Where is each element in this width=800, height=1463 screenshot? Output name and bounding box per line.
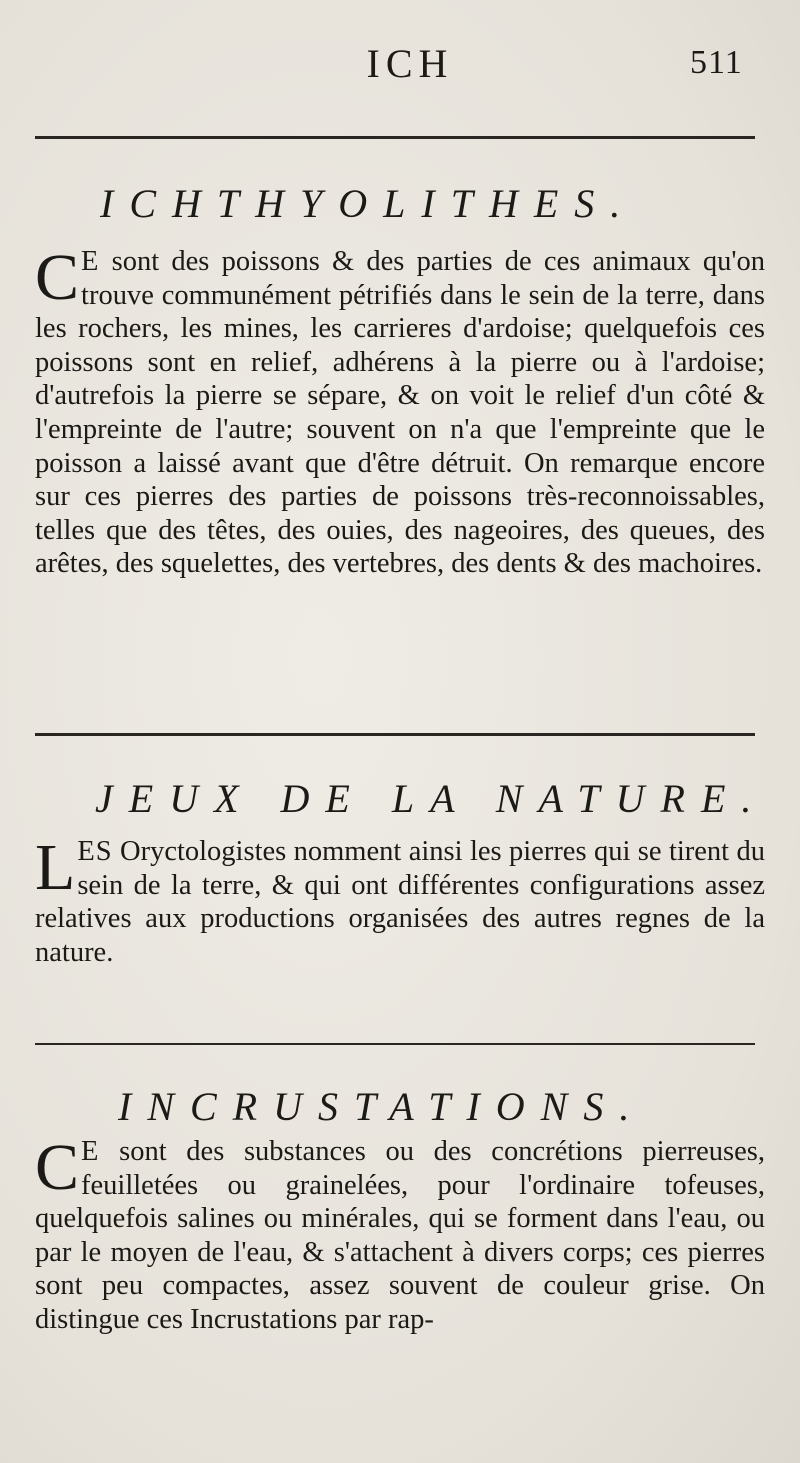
- page-number: 511: [690, 44, 743, 81]
- paragraph-text: Oryctologistes nomment ainsi les pierres qui se tirent du sein de la terre, & qui ont différentes configurations assez relatives aux productions organisées des autres regnes de la nature.: [35, 836, 765, 968]
- drop-cap: C: [35, 241, 80, 314]
- running-head: [0, 40, 800, 100]
- first-word-rest: ES: [77, 836, 113, 867]
- section-body-incrustations: [35, 1131, 765, 1337]
- drop-cap: L: [35, 831, 76, 904]
- first-word-rest: E: [81, 246, 100, 277]
- paragraph-text: sont des poissons & des parties de ces animaux qu'on trouve communément pétrifiés dans le sein de la terre, dans les rochers, les mines, les carrieres d'ardoise; quelquefois ces poissons sont en relief, adhérens à la pierre ou à l'ardoise; d'autrefois la pierre se sépare, & on voit le relief d'un côté & l'empreinte de l'autre; souvent on n'a que l'empreinte que le poisson a laissé avant que d'être détruit. On remarque encore sur ces pierres des parties de poissons très-reconnoissables, telles que des têtes, des ouies, des nageoires, des queues, des arêtes, des squelettes, des vertebres, des dents & des machoires.: [35, 246, 765, 580]
- section-title-ichthyolithes: ICHTHYOLITHES.: [100, 181, 637, 226]
- section-rule: [35, 733, 755, 736]
- section-rule: [35, 1043, 755, 1045]
- paragraph-text: sont des substances ou des concrétions pierreuses, feuilletées ou grainelées, pour l'ordinaire tofeuses, quelquefois salines ou minérales, qui se forment dans l'eau, ou par le moyen de l'eau, & s'attachent à divers corps; ces pierres sont peu compactes, assez souvent de couleur grise. On distingue ces Incrustations par rap-: [35, 1136, 765, 1335]
- section-title-incrustations: INCRUSTATIONS.: [118, 1084, 646, 1129]
- section-body-ichthyolithes: [35, 241, 765, 581]
- section-title-jeux-de-la-nature: JEUX DE LA NATURE.: [95, 776, 768, 821]
- header-rule: [35, 136, 755, 139]
- section-body-jeux-de-la-nature: [35, 831, 765, 969]
- running-title: ICH: [366, 41, 454, 86]
- drop-cap: C: [35, 1131, 80, 1204]
- first-word-rest: E: [81, 1136, 100, 1167]
